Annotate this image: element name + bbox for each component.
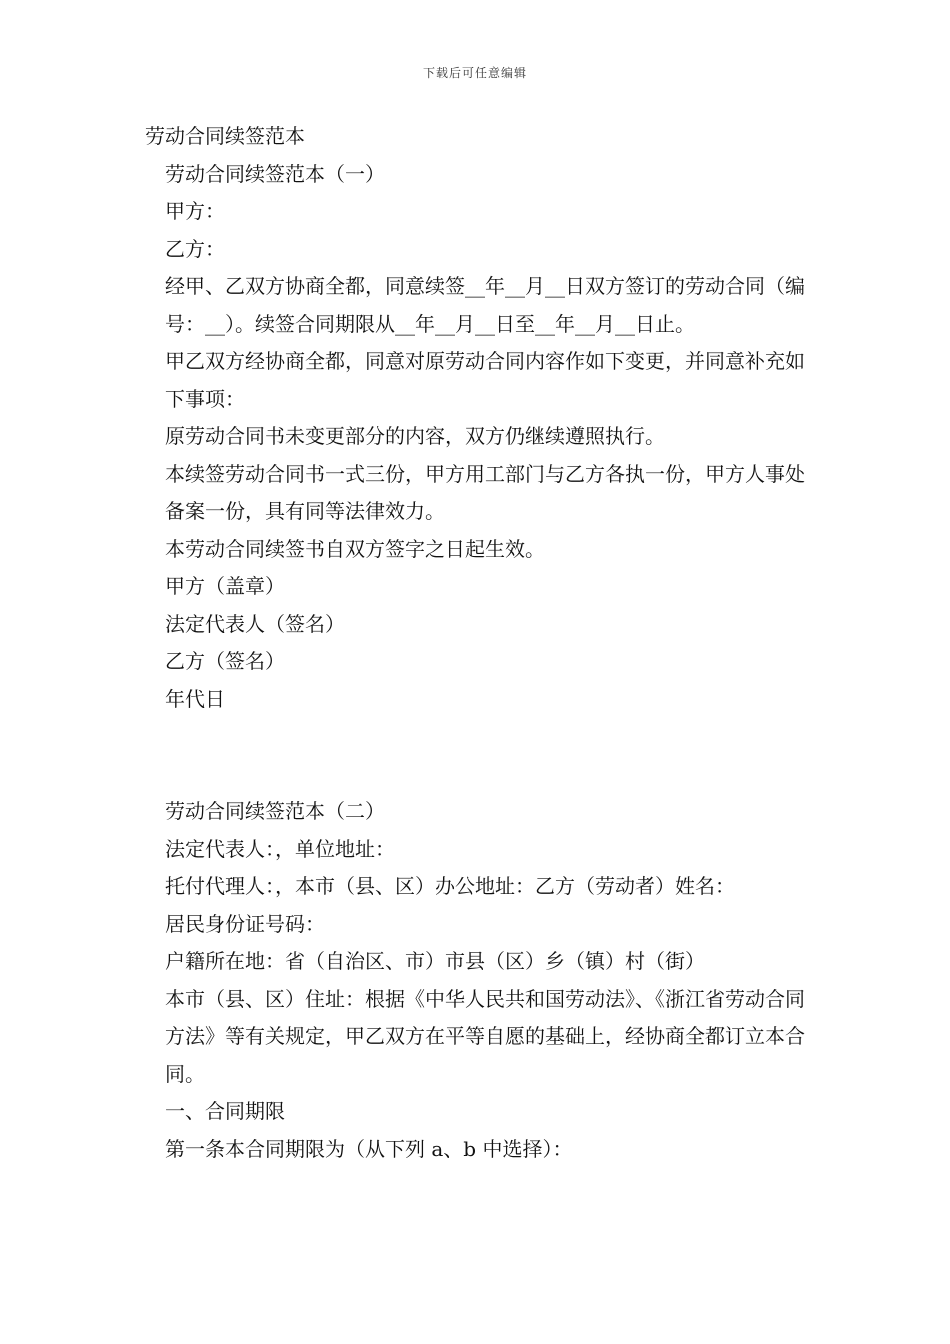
- party-a-seal-line: 甲方（盖章）: [165, 574, 285, 598]
- legal-rep-signature-line: 法定代表人（签名）: [165, 611, 345, 636]
- effective-date-paragraph: 本劳动合同续签书自双方签字之日起生效。: [165, 536, 545, 561]
- party-b-signature-line: 乙方（签名）: [165, 649, 285, 673]
- legal-basis-paragraph: 本市（县、区）住址：根据《中华人民共和国劳动法》、《浙江省劳动合同方法》等有关规定，甲乙双方在平等自愿的基础上，经协商全都订立本合同。: [165, 986, 805, 1086]
- page-header: 下载后可任意编辑: [422, 66, 527, 80]
- section-title-1: 劳动合同续签范本（一）: [165, 161, 385, 186]
- section-title-2: 劳动合同续签范本（二）: [165, 799, 385, 823]
- household-registration-line: 户籍所在地：省（自治区、市）市县（区）乡（镇）村（街）: [165, 949, 705, 973]
- renewal-terms-paragraph: 经甲、乙双方协商全都，同意续签__年__月__日双方签订的劳动合同（编号：__）。续签合同期限从__年__月__日至__年__月__日止。: [165, 274, 805, 336]
- copies-paragraph: 本续签劳动合同书一式三份，甲方用工部门与乙方各执一份，甲方人事处备案一份，具有同等法律效力。: [165, 461, 805, 523]
- party-b-line: 乙方：: [165, 236, 225, 261]
- section-spacer: [145, 718, 810, 793]
- agent-line: 托付代理人：，本市（县、区）办公地址：乙方（劳动者）姓名：: [165, 874, 735, 898]
- document-body: [145, 118, 810, 1168]
- party-a-line: 甲方：: [165, 199, 225, 223]
- document-title: 劳动合同续签范本: [145, 124, 305, 148]
- id-number-line: 居民身份证号码：: [165, 911, 325, 936]
- article-one-line: 第一条本合同期限为（从下列 a、b 中选择）：: [165, 1136, 573, 1161]
- amendment-paragraph: 甲乙双方经协商全都，同意对原劳动合同内容作如下变更，并同意补充如下事项：: [165, 349, 805, 411]
- date-line: 年代日: [165, 686, 225, 711]
- contract-term-heading: 一、合同期限: [165, 1099, 285, 1123]
- unchanged-content-paragraph: 原劳动合同书未变更部分的内容，双方仍继续遵照执行。: [165, 424, 665, 448]
- legal-rep-address-line: 法定代表人：，单位地址：: [165, 836, 395, 861]
